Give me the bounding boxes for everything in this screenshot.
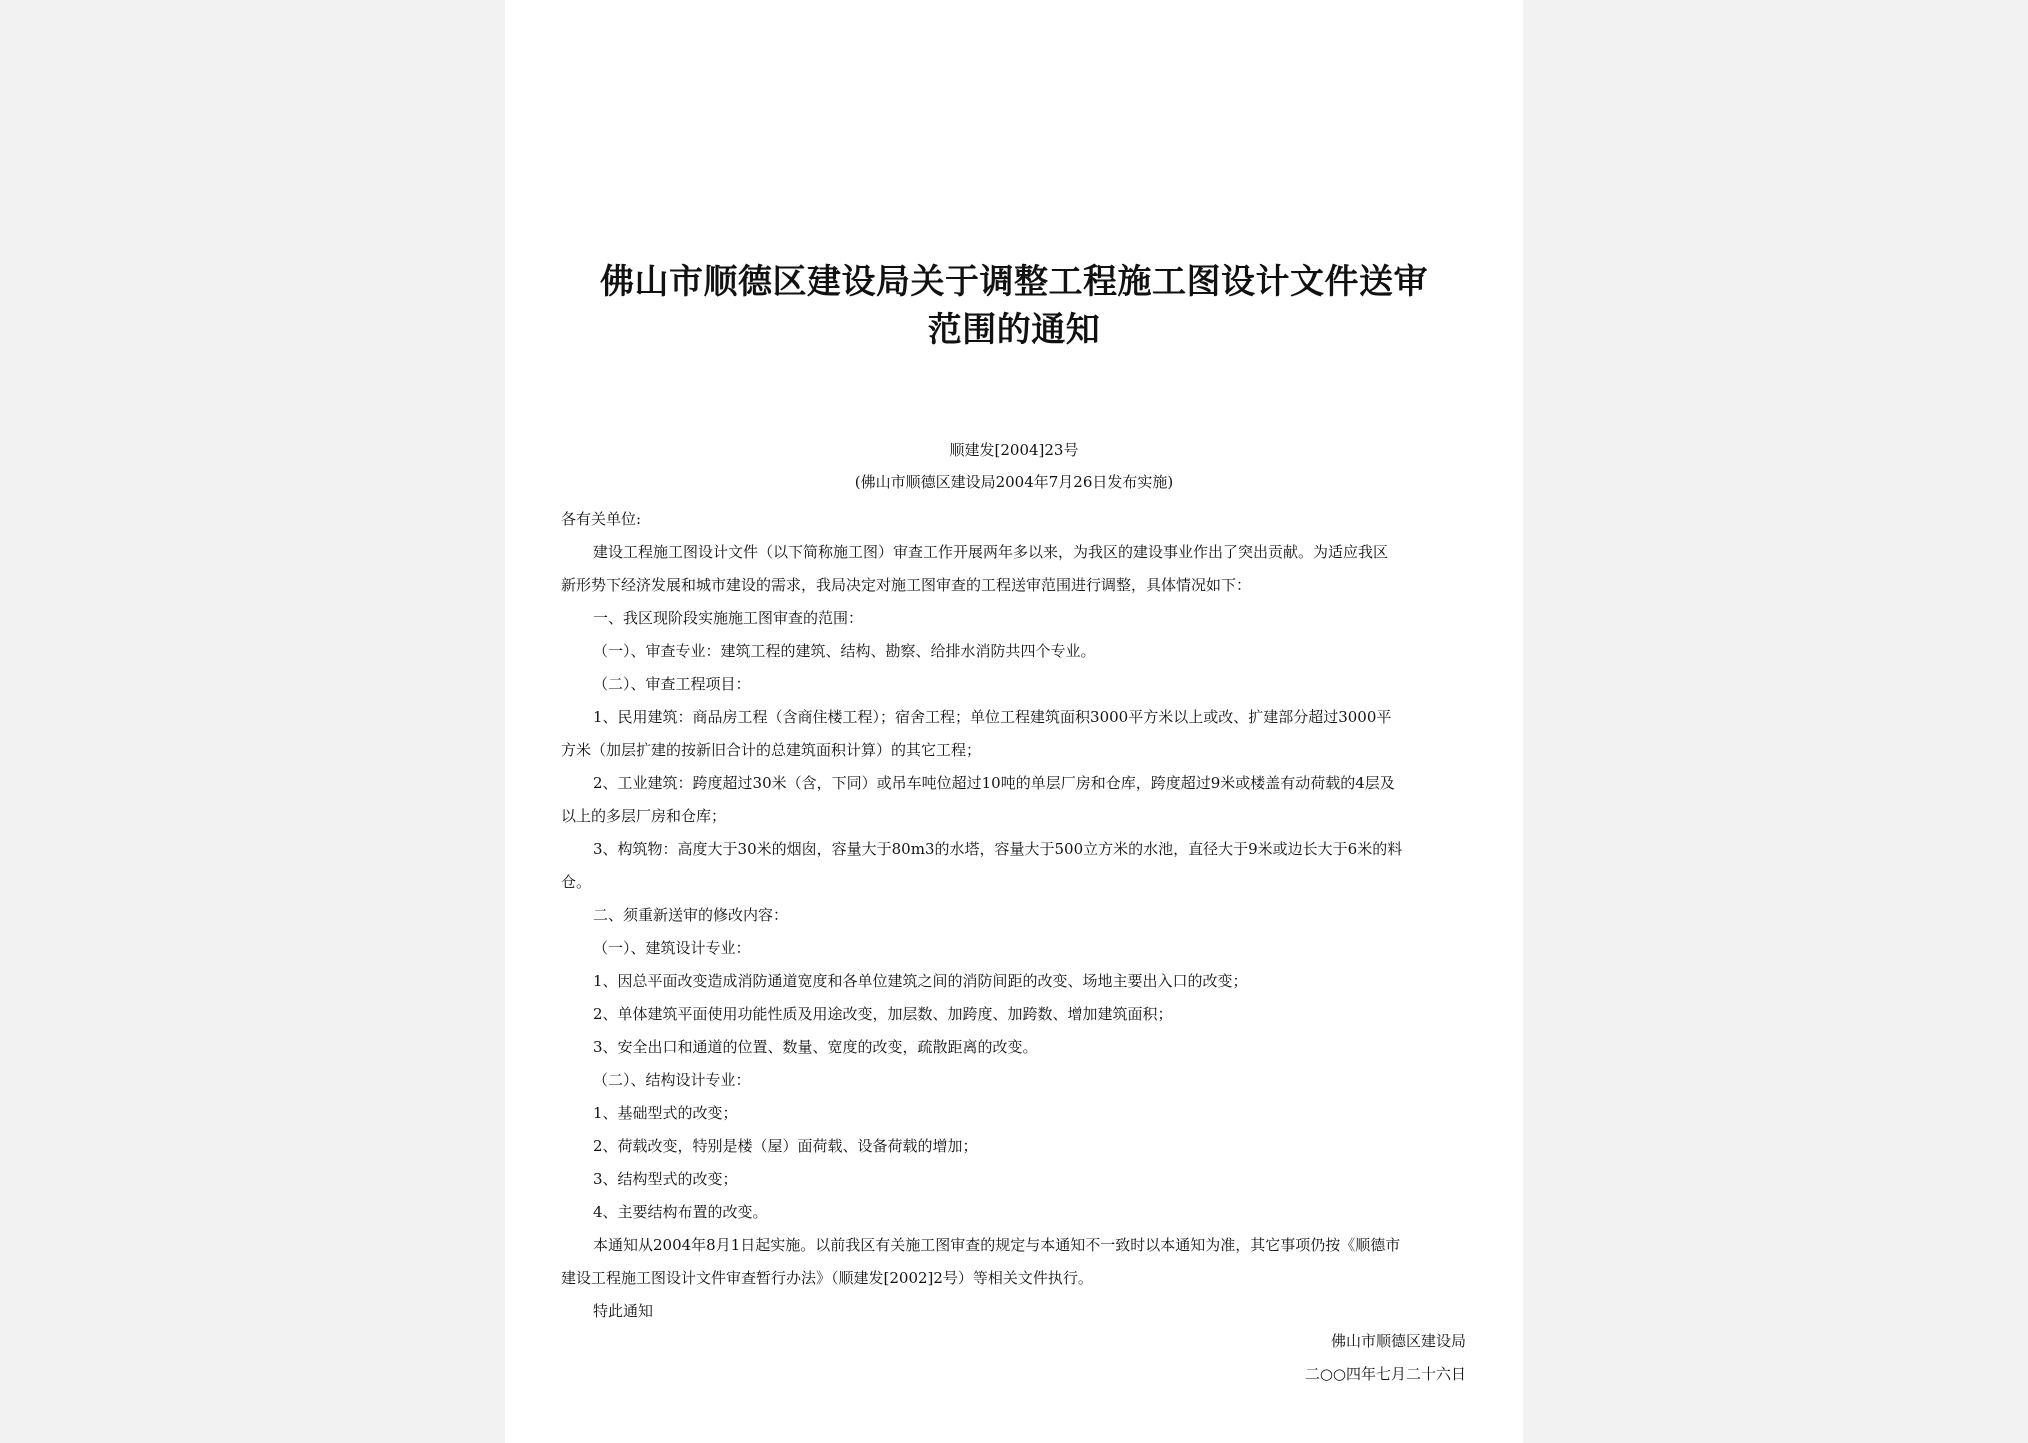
document-title	[535, 258, 1493, 354]
body-paragraph: 建设工程施工图设计文件审查暂行办法》（顺建发[2002]2号）等相关文件执行。	[561, 1269, 1093, 1287]
body-paragraph: （一）、审查专业：建筑工程的建筑、结构、勘察、给排水消防共四个专业。	[593, 642, 1096, 660]
subsection-heading: （一）、建筑设计专业：	[593, 939, 751, 957]
document-number: 顺建发[2004]23号	[949, 441, 1079, 459]
list-item: 1、基础型式的改变；	[593, 1104, 738, 1122]
list-item: 1、因总平面改变造成消防通道宽度和各单位建筑之间的消防间距的改变、场地主要出入口的改变；	[593, 972, 1248, 990]
document-page	[505, 0, 1523, 1443]
list-item: 3、安全出口和通道的位置、数量、宽度的改变，疏散距离的改变。	[593, 1038, 1038, 1056]
list-item: 3、结构型式的改变；	[593, 1170, 738, 1188]
title-line-2: 范围的通知	[927, 310, 1101, 350]
list-item: 2、工业建筑：跨度超过30米（含，下同）或吊车吨位超过10吨的单层厂房和仓库，跨度超过9米或楼盖有动荷载的4层及	[593, 774, 1395, 792]
signature-block	[1305, 1325, 1466, 1391]
subsection-heading: （二）、审查工程项目：	[593, 675, 751, 693]
body-paragraph: 新形势下经济发展和城市建设的需求，我局决定对施工图审查的工程送审范围进行调整，具体情况如下：	[561, 576, 1252, 594]
document-body	[561, 503, 1471, 1328]
list-item: 2、单体建筑平面使用功能性质及用途改变，加层数、加跨度、加跨数、增加建筑面积；	[593, 1005, 1173, 1023]
signature-organization: 佛山市顺德区建设局	[1330, 1332, 1466, 1350]
list-item-continued: 以上的多层厂房和仓库；	[561, 807, 727, 825]
subsection-heading: （二）、结构设计专业：	[593, 1071, 751, 1089]
signature-date: 二○○四年七月二十六日	[1304, 1365, 1466, 1383]
section-heading: 二、须重新送审的修改内容：	[593, 906, 789, 924]
body-paragraph: 建设工程施工图设计文件（以下简称施工图）审查工作开展两年多以来，为我区的建设事业作出了突出贡献。为适应我区	[593, 543, 1389, 561]
section-heading: 一、我区现阶段实施施工图审查的范围：	[593, 609, 864, 627]
list-item: 1、民用建筑：商品房工程（含商住楼工程）；宿舍工程；单位工程建筑面积3000平方米以上或改、扩建部分超过3000平	[593, 708, 1392, 726]
closing-remark: 特此通知	[593, 1302, 654, 1320]
list-item: 3、构筑物：高度大于30米的烟囱，容量大于80m3的水塔，容量大于500立方米的水池，直径大于9米或边长大于6米的料	[593, 840, 1403, 858]
list-item: 2、荷载改变，特别是楼（屋）面荷载、设备荷载的增加；	[593, 1137, 978, 1155]
salutation: 各有关单位:	[561, 510, 642, 528]
list-item-continued: 仓。	[561, 873, 592, 891]
list-item: 4、主要结构布置的改变。	[593, 1203, 768, 1221]
publish-info: (佛山市顺德区建设局2004年7月26日发布实施)	[854, 473, 1174, 491]
list-item-continued: 方米（加层扩建的按新旧合计的总建筑面积计算）的其它工程；	[561, 741, 982, 759]
title-line-1: 佛山市顺德区建设局关于调整工程施工图设计文件送审	[600, 262, 1428, 302]
body-paragraph: 本通知从2004年8月1日起实施。以前我区有关施工图审查的规定与本通知不一致时以本通知为准，其它事项仍按《顺德市	[593, 1236, 1401, 1254]
